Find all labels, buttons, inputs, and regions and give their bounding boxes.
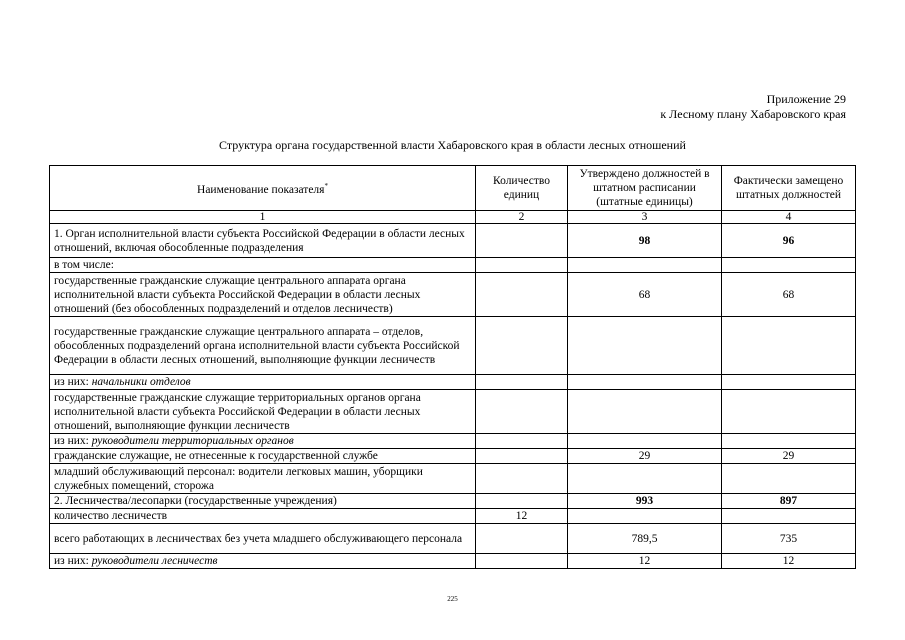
row-approved: 68 — [568, 273, 722, 317]
row-count — [476, 375, 568, 390]
table-row — [50, 524, 856, 554]
row-approved — [568, 509, 722, 524]
index-cell: 1 — [50, 211, 476, 224]
page-number: 225 — [447, 595, 458, 603]
appendix-reference: к Лесному плану Хабаровского края — [660, 107, 846, 121]
row-actual: 897 — [722, 494, 856, 509]
table-row — [50, 273, 856, 317]
row-count — [476, 390, 568, 434]
row-actual — [722, 509, 856, 524]
row-approved — [568, 390, 722, 434]
table-row — [50, 464, 856, 494]
row-actual — [722, 390, 856, 434]
row-approved — [568, 317, 722, 375]
row-actual — [722, 464, 856, 494]
row-actual — [722, 258, 856, 273]
appendix-number: Приложение 29 — [766, 92, 846, 106]
row-name: в том числе: — [50, 258, 476, 273]
row-count — [476, 224, 568, 258]
row-count — [476, 494, 568, 509]
row-count: 12 — [476, 509, 568, 524]
column-index-row — [50, 211, 856, 224]
row-approved — [568, 375, 722, 390]
table-row — [50, 317, 856, 375]
table-row — [50, 258, 856, 273]
row-actual — [722, 317, 856, 375]
row-count — [476, 524, 568, 554]
row-approved — [568, 434, 722, 449]
header-name: Наименование показателя* — [50, 166, 476, 211]
row-actual: 29 — [722, 449, 856, 464]
row-approved: 98 — [568, 224, 722, 258]
row-name: количество лесничеств — [50, 509, 476, 524]
row-name: 1. Орган исполнительной власти субъекта Российской Федерации в области лесных отношений, включая обособленные подразделения — [50, 224, 476, 258]
row-count — [476, 449, 568, 464]
index-cell: 4 — [722, 211, 856, 224]
row-count — [476, 464, 568, 494]
row-actual — [722, 434, 856, 449]
index-cell: 2 — [476, 211, 568, 224]
row-actual: 735 — [722, 524, 856, 554]
row-actual — [722, 375, 856, 390]
appendix-caption — [660, 92, 846, 122]
table-row — [50, 224, 856, 258]
table-header-row — [50, 166, 856, 211]
document-title: Структура органа государственной власти Хабаровского края в области лесных отношений — [219, 138, 686, 152]
row-name: всего работающих в лесничествах без учета младшего обслуживающего персонала — [50, 524, 476, 554]
row-actual: 12 — [722, 554, 856, 569]
table-row — [50, 509, 856, 524]
table-row — [50, 554, 856, 569]
table-row — [50, 375, 856, 390]
index-cell: 3 — [568, 211, 722, 224]
table-row — [50, 494, 856, 509]
row-name: государственные гражданские служащие территориальных органов органа исполнительной власти субъекта Российской Федерации в области лесных отношений, выполняющие функции лесничеств — [50, 390, 476, 434]
row-name: младший обслуживающий персонал: водители легковых машин, уборщики служебных помещений, сторожа — [50, 464, 476, 494]
row-count — [476, 258, 568, 273]
footnote-mark: * — [324, 182, 328, 191]
row-count — [476, 434, 568, 449]
row-name: гражданские служащие, не отнесенные к государственной службе — [50, 449, 476, 464]
header-count: Количество единиц — [476, 166, 568, 211]
table-row — [50, 390, 856, 434]
table-row — [50, 434, 856, 449]
header-approved: Утверждено должностей в штатном расписании (штатные единицы) — [568, 166, 722, 211]
row-name: 2. Лесничества/лесопарки (государственные учреждения) — [50, 494, 476, 509]
row-count — [476, 317, 568, 375]
row-approved: 789,5 — [568, 524, 722, 554]
row-approved: 993 — [568, 494, 722, 509]
row-count — [476, 554, 568, 569]
row-name: государственные гражданские служащие центрального аппарата органа исполнительной власти субъекта Российской Федерации в области лесных отношений (без обособленных подразделений и отделов лесничеств) — [50, 273, 476, 317]
row-actual: 96 — [722, 224, 856, 258]
row-approved: 29 — [568, 449, 722, 464]
row-name: из них: начальники отделов — [50, 375, 476, 390]
row-approved — [568, 258, 722, 273]
row-count — [476, 273, 568, 317]
row-name: из них: руководители территориальных органов — [50, 434, 476, 449]
row-name: из них: руководители лесничеств — [50, 554, 476, 569]
row-name: государственные гражданские служащие центрального аппарата – отделов, обособленных подразделений органа исполнительной власти субъекта Российской Федерации в области лесных отношений, выполняющие функции лесничеств — [50, 317, 476, 375]
structure-table — [49, 165, 856, 569]
row-approved — [568, 464, 722, 494]
header-actual: Фактически замещено штатных должностей — [722, 166, 856, 211]
row-approved: 12 — [568, 554, 722, 569]
row-actual: 68 — [722, 273, 856, 317]
table-row — [50, 449, 856, 464]
